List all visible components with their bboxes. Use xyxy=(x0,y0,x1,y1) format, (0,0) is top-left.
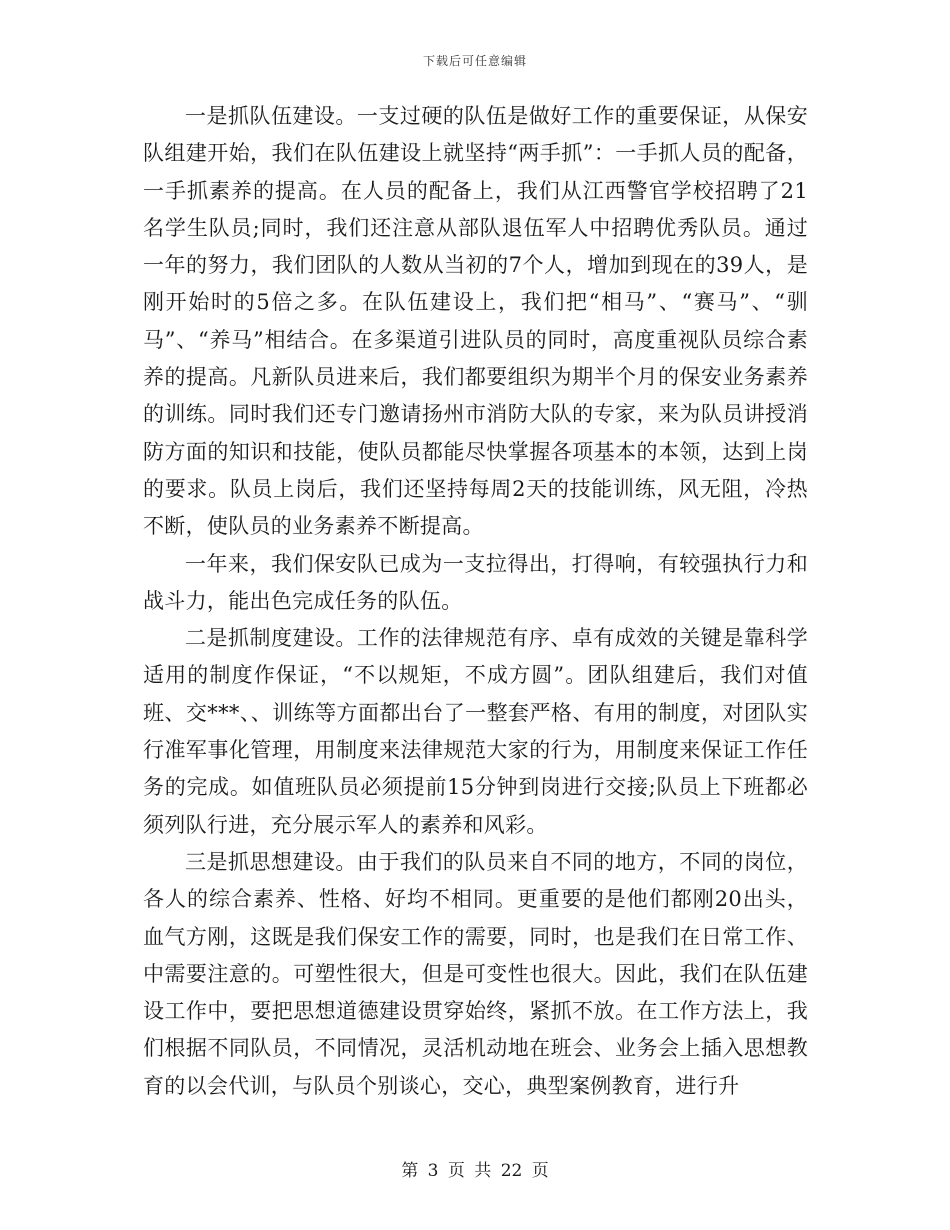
page-header-note: 下载后可任意编辑 xyxy=(422,54,527,68)
paragraph-team-building: 一是抓队伍建设。一支过硬的队伍是做好工作的重要保证，从保安队组建开始，我们在队伍建设上就坚持“两手抓”：一手抓人员的配备，一手抓素养的提高。在人员的配备上，我们从江西警官学校招聘了21名学生队员;同时，我们还注意从部队退伍军人中招聘优秀队员。通过一年的努力，我们团队的人数从当初的7个人，增加到现在的39人，是刚开始时的5倍之多。在队伍建设上，我们把“相马”、“赛马”、“驯马”、“养马”相结合。在多渠道引进队员的同时，高度重视队员综合素养的提高。凡新队员进来后，我们都要组织为期半个月的保安业务素养的训练。同时我们还专门邀请扬州市消防大队的专家，来为队员讲授消防方面的知识和技能，使队员都能尽快掌握各项基本的本领，达到上岗的要求。队员上岗后，我们还坚持每周2天的技能训练，风无阻，冷热不断，使队员的业务素养不断提高。 xyxy=(143,104,808,539)
paragraph-year-summary: 一年来，我们保安队已成为一支拉得出，打得响，有较强执行力和战斗力，能出色完成任务的队伍。 xyxy=(143,551,808,613)
paragraph-ideology-building: 三是抓思想建设。由于我们的队员来自不同的地方，不同的岗位，各人的综合素养、性格、好均不相同。更重要的是他们都刚20出头，血气方刚，这既是我们保安工作的需要，同时，也是我们在日常工作、中需要注意的。可塑性很大，但是可变性也很大。因此，我们在队伍建设工作中，要把思想道德建设贯穿始终，紧抓不放。在工作方法上，我们根据不同队员，不同情况，灵活机动地在班会、业务会上插入思想教育的以会代训，与队员个别谈心，交心，典型案例教育，进行升 xyxy=(143,849,808,1098)
paragraph-system-building: 二是抓制度建设。工作的法律规范有序、卓有成效的关键是靠科学适用的制度作保证，“不以规矩，不成方圆”。团队组建后，我们对值班、交***、、训练等方面都出台了一整套严格、有用的制度，对团队实行准军事化管理，用制度来法律规范大家的行为，用制度来保证工作任务的完成。如值班队员必须提前15分钟到岗进行交接;队员上下班都必须列队行进，充分展示军人的素养和风彩。 xyxy=(143,626,808,837)
document-body xyxy=(143,98,808,1105)
page-number-footer: 第 3 页 共 22 页 xyxy=(401,1161,549,1181)
